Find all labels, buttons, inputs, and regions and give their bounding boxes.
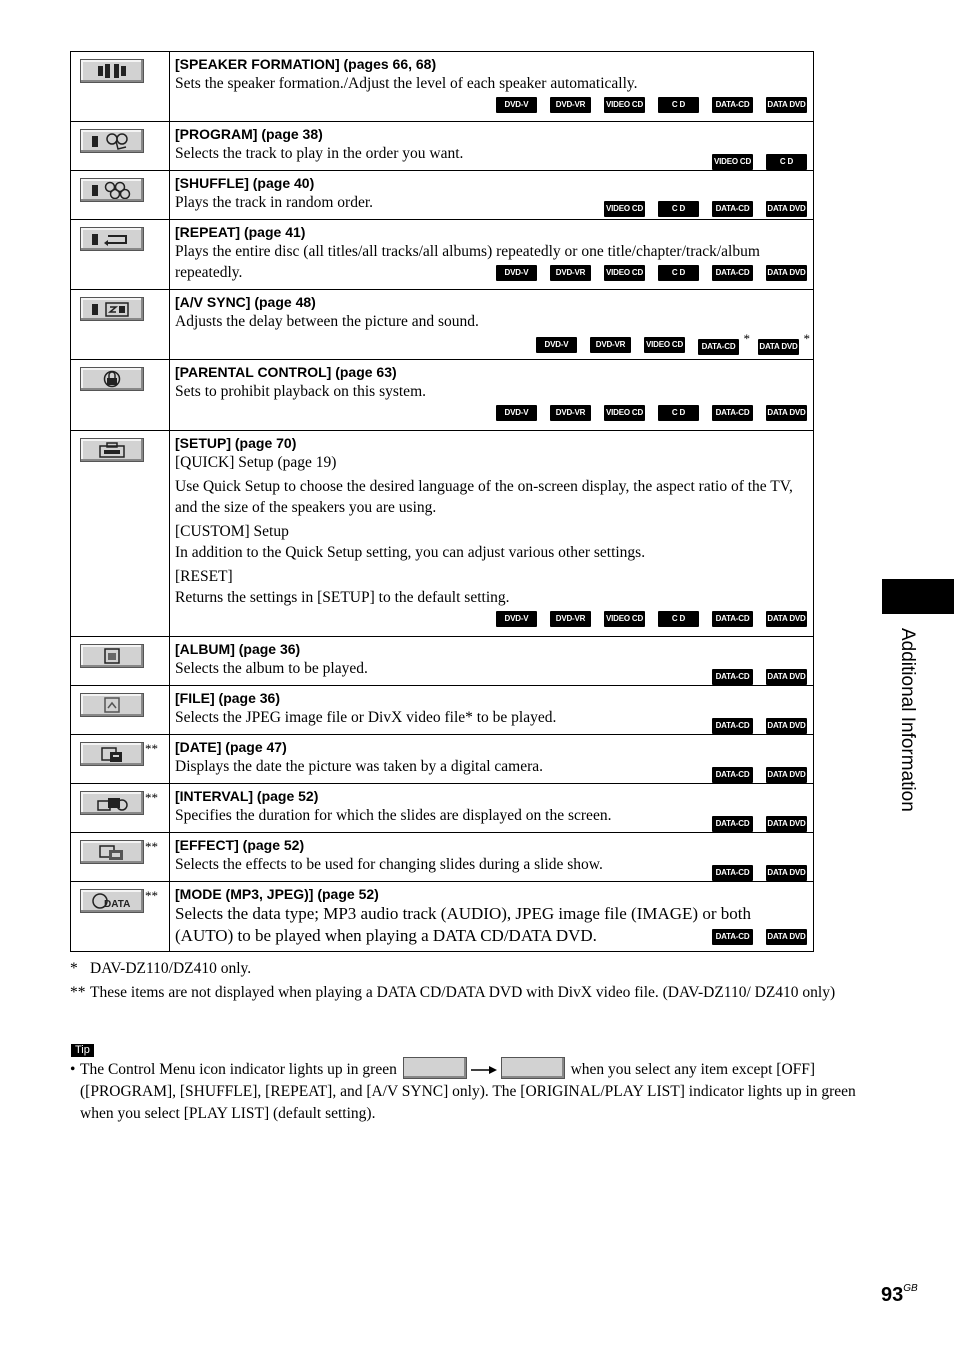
table-row — [71, 290, 814, 360]
page-number — [881, 1284, 918, 1307]
badge-cd: C D — [766, 154, 807, 170]
item-description: Selects the effects to be used for changing slides during a slide show. — [175, 856, 603, 873]
item-description: Selects the data type; MP3 audio track (AUDIO), JPEG image file (IMAGE) or both (AUTO) to be played when playing a DATA CD/DATA DVD. — [175, 904, 751, 945]
badge-dvd-v: DVD-V — [496, 97, 537, 113]
item-title: [DATE] (page 47) — [175, 739, 287, 755]
footnote-mark: * — [70, 960, 78, 977]
interval-icon — [80, 791, 144, 815]
footnote-mark: ** — [145, 888, 158, 903]
item-description: Displays the date the picture was taken by a digital camera. — [175, 758, 543, 775]
file-icon — [80, 693, 144, 717]
parental-control-icon — [80, 367, 144, 391]
badge-video-cd: VIDEO CD — [604, 405, 645, 421]
program-icon-on — [501, 1057, 565, 1079]
table-row — [71, 735, 814, 784]
table-row — [71, 171, 814, 220]
badge-data-dvd: DATA DVD — [766, 718, 807, 734]
setup-icon — [80, 438, 144, 462]
badge-dvd-vr: DVD-VR — [550, 265, 591, 281]
item-title: [SPEAKER FORMATION] (pages 66, 68) — [175, 56, 437, 72]
badge-data-cd: DATA-CD — [712, 669, 753, 685]
item-description: Adjusts the delay between the picture and sound. — [175, 313, 479, 330]
table-row — [71, 882, 814, 952]
footnote-mark: ** — [70, 984, 86, 1001]
tip-label: Tip — [71, 1044, 94, 1057]
speaker-formation-icon — [80, 59, 144, 83]
badge-data-dvd: DATA DVD — [766, 265, 807, 281]
footnote-text: DAV-DZ110/DZ410 only. — [90, 960, 252, 977]
badge-data-dvd: DATA DVD — [766, 929, 807, 945]
item-title: [EFFECT] (page 52) — [175, 837, 305, 853]
date-icon — [80, 742, 144, 766]
item-title: [A/V SYNC] (page 48) — [175, 294, 316, 310]
footnote-mark: * — [803, 330, 810, 346]
badge-data-dvd: DATA DVD — [766, 865, 807, 881]
program-icon-off — [403, 1057, 467, 1079]
item-title: [SETUP] (page 70) — [175, 435, 297, 451]
table-row — [71, 784, 814, 833]
item-title: [INTERVAL] (page 52) — [175, 788, 319, 804]
page-number-suffix: GB — [903, 1283, 918, 1294]
item-description: Selects the track to play in the order you want. — [175, 145, 464, 162]
table-row — [71, 220, 814, 290]
badge-video-cd: VIDEO CD — [604, 97, 645, 113]
quick-setup-label: [QUICK] Setup (page 19) — [175, 454, 337, 471]
badge-dvd-vr: DVD-VR — [590, 337, 631, 353]
badge-video-cd: VIDEO CD — [604, 611, 645, 627]
badge-data-dvd: DATA DVD — [758, 339, 799, 355]
table-row — [71, 637, 814, 686]
control-menu-table — [70, 51, 814, 952]
badge-dvd-vr: DVD-VR — [550, 97, 591, 113]
badge-cd: C D — [658, 611, 699, 627]
badge-data-cd: DATA-CD — [712, 865, 753, 881]
shuffle-icon — [80, 178, 144, 202]
footnote — [70, 958, 840, 979]
badge-data-dvd: DATA DVD — [766, 816, 807, 832]
item-title: [FILE] (page 36) — [175, 690, 281, 706]
badge-data-cd: DATA-CD — [698, 339, 739, 355]
badge-cd: C D — [658, 405, 699, 421]
item-title: [MODE (MP3, JPEG)] (page 52) — [175, 886, 379, 902]
section-tab — [882, 579, 954, 614]
item-description: Plays the entire disc (all titles/all tracks/all albums) repeatedly or one title/chapter/track/album repeatedly. — [175, 243, 760, 281]
footnote — [70, 982, 840, 1003]
tip-text — [70, 1059, 860, 1124]
tip-bullet: • — [70, 1061, 76, 1078]
table-row — [71, 686, 814, 735]
item-description: Sets to prohibit playback on this system. — [175, 383, 426, 400]
effect-icon — [80, 840, 144, 864]
reset-label: [RESET] — [175, 568, 233, 585]
footnote-text: These items are not displayed when playing a DATA CD/DATA DVD with DivX video file. (DAV-DZ110/ DZ410 only) — [90, 984, 836, 1001]
custom-setup-label: [CUSTOM] Setup — [175, 523, 289, 540]
item-title: [PARENTAL CONTROL] (page 63) — [175, 364, 397, 380]
item-title: [SHUFFLE] (page 40) — [175, 175, 315, 191]
badge-dvd-v: DVD-V — [496, 265, 537, 281]
footnote-mark: ** — [145, 741, 158, 756]
quick-setup-description: Use Quick Setup to choose the desired language of the on-screen display, the aspect ratio of the TV, and the size of the speakers you are using. — [175, 478, 793, 516]
badge-dvd-v: DVD-V — [496, 405, 537, 421]
footnote-mark: ** — [145, 790, 158, 805]
badge-cd: C D — [658, 265, 699, 281]
item-description: Plays the track in random order. — [175, 194, 374, 211]
custom-setup-description: In addition to the Quick Setup setting, you can adjust various other settings. — [175, 544, 646, 561]
badge-data-cd: DATA-CD — [712, 265, 753, 281]
album-icon — [80, 644, 144, 668]
table-row — [71, 52, 814, 122]
item-description: Selects the album to be played. — [175, 660, 368, 677]
badge-video-cd: VIDEO CD — [644, 337, 685, 353]
item-title: [ALBUM] (page 36) — [175, 641, 301, 657]
item-description: Sets the speaker formation./Adjust the level of each speaker automatically. — [175, 75, 638, 92]
badge-cd: C D — [658, 201, 699, 217]
badge-dvd-vr: DVD-VR — [550, 405, 591, 421]
table-row — [71, 122, 814, 171]
badge-data-cd: DATA-CD — [712, 767, 753, 783]
badge-data-cd: DATA-CD — [712, 405, 753, 421]
reset-description: Returns the settings in [SETUP] to the default setting. — [175, 589, 510, 606]
badge-video-cd: VIDEO CD — [712, 154, 753, 170]
section-title: Additional Information — [897, 628, 918, 812]
badge-video-cd: VIDEO CD — [604, 265, 645, 281]
badge-data-cd: DATA-CD — [712, 929, 753, 945]
table-row — [71, 360, 814, 431]
av-sync-icon — [80, 297, 144, 321]
mode-icon — [80, 889, 144, 913]
badge-data-dvd: DATA DVD — [766, 97, 807, 113]
table-row — [71, 833, 814, 882]
badge-data-dvd: DATA DVD — [766, 405, 807, 421]
item-title: [PROGRAM] (page 38) — [175, 126, 323, 142]
tip-text-before: The Control Menu icon indicator lights up in green — [80, 1061, 397, 1078]
badge-data-dvd: DATA DVD — [766, 669, 807, 685]
badge-data-dvd: DATA DVD — [766, 201, 807, 217]
footnotes — [70, 958, 840, 1003]
repeat-icon — [80, 227, 144, 251]
page-number-value: 93 — [881, 1284, 904, 1306]
arrow-right-icon — [471, 1065, 497, 1075]
item-description: Selects the JPEG image file or DivX video file* to be played. — [175, 709, 557, 726]
table-row — [71, 431, 814, 637]
badge-data-cd: DATA-CD — [712, 611, 753, 627]
svg-text:DATA: DATA — [104, 899, 131, 910]
badge-video-cd: VIDEO CD — [604, 201, 645, 217]
badge-data-dvd: DATA DVD — [766, 611, 807, 627]
footnote-mark: ** — [145, 839, 158, 854]
footnote-mark: * — [743, 330, 750, 346]
item-description: Specifies the duration for which the slides are displayed on the screen. — [175, 807, 612, 824]
badge-dvd-vr: DVD-VR — [550, 611, 591, 627]
badge-cd: C D — [658, 97, 699, 113]
program-icon — [80, 129, 144, 153]
item-title: [REPEAT] (page 41) — [175, 224, 306, 240]
badge-data-cd: DATA-CD — [712, 816, 753, 832]
badge-data-cd: DATA-CD — [712, 201, 753, 217]
tip-text-after: when you select any item except [OFF] ([PROGRAM], [SHUFFLE], [REPEAT], and [A/V SYNC] only). The [ORIGINAL/PLAY LIST] indicator lights up in green when you select [PLAY LIST] (default setting). — [80, 1061, 856, 1122]
badge-data-dvd: DATA DVD — [766, 767, 807, 783]
badge-data-cd: DATA-CD — [712, 718, 753, 734]
badge-dvd-v: DVD-V — [536, 337, 577, 353]
badge-dvd-v: DVD-V — [496, 611, 537, 627]
badge-data-cd: DATA-CD — [712, 97, 753, 113]
